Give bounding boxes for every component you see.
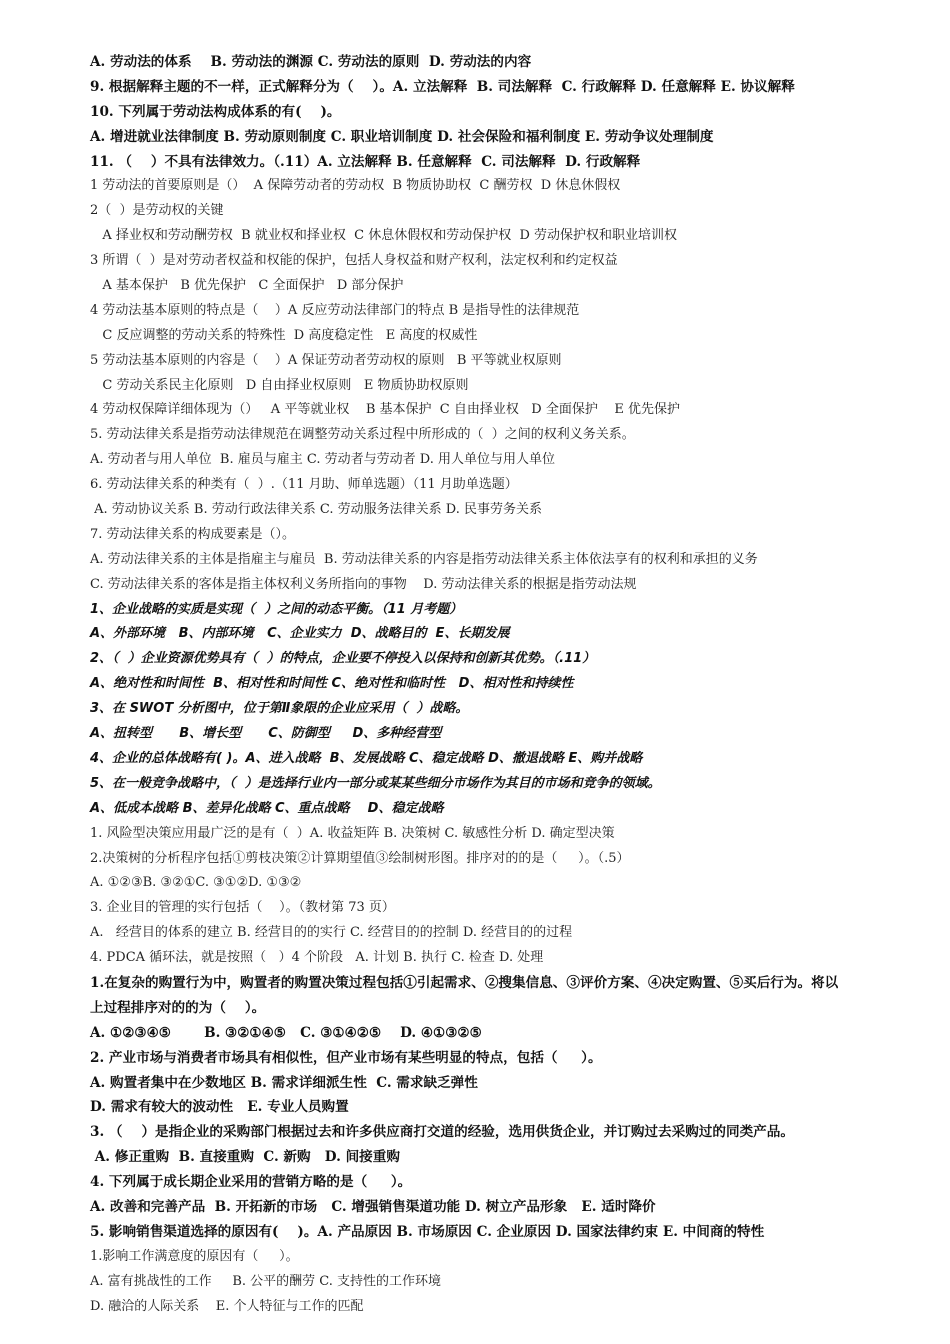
text-line: A. ①②③B. ③②①C. ③①②D. ①③② [90,875,302,891]
text-line: A 择业权和劳动酬劳权 B 就业权和择业权 C 休息休假权和劳动保护权 D 劳动保护权和职业培训权 [90,228,678,244]
text-line: 上过程排序对的的为（ ）。 [90,999,266,1016]
text-line: 5. 劳动法律关系是指劳动法律规范在调整劳动关系过程中所形成的（ ）之间的权利义务关系。 [90,427,635,443]
text-line: A 基本保护 B 优先保护 C 全面保护 D 部分保护 [90,278,404,294]
text-line: 4. PDCA 循环法，就是按照（ ）4 个阶段 A. 计划 B. 执行 C. 检查 D. 处理 [90,950,544,966]
text-line: A. 经营目的体系的建立 B. 经营目的的实行 C. 经营目的的控制 D. 经营目的的过程 [90,925,573,941]
text-line: 2、（ ）企业资源优势具有（ ）的特点，企业要不停投入以保持和创新其优势。（.11） [90,651,596,667]
text-line: 9. 根据解释主题的不一样，正式解释分为（ ）。A. 立法解释 B. 司法解释 C. 行政解释 D. 任意解释 E. 协议解释 [90,78,795,95]
text-line: 5. 影响销售渠道选择的原因有( )。A. 产品原因 B. 市场原因 C. 企业原因 D. 国家法律约束 E. 中间商的特性 [90,1223,765,1240]
text-line: A、外部环境 B、内部环境 C、企业实力 D、战略目的 E、长期发展 [90,626,510,642]
text-line: 4 劳动权保障详细体现为（） A 平等就业权 B 基本保护 C 自由择业权 D 全面保护 E 优先保护 [90,402,680,418]
text-line: 2. 产业市场与消费者市场具有相似性，但产业市场有某些明显的特点，包括（ ）。 [90,1049,602,1066]
text-line: 7. 劳动法律关系的构成要素是（）。 [90,526,296,542]
text-line: 1 劳动法的首要原则是（） A 保障劳动者的劳动权 B 物质协助权 C 酬劳权 D 休息休假权 [90,178,621,194]
text-line: 11. （ ）不具有法律效力。（.11）A. 立法解释 B. 任意解释 C. 司法解释 D. 行政解释 [90,153,641,170]
text-line: A. 改善和完善产品 B. 开拓新的市场 C. 增强销售渠道功能 D. 树立产品形象 E. 适时降价 [90,1198,656,1215]
text-line: A、绝对性和时间性 B、相对性和时间性 C、绝对性和临时性 D、相对性和持续性 [90,676,574,692]
text-line: 2.决策树的分析程序包括①剪枝决策②计算期望值③绘制树形图。排序对的的是（ ）。（.5） [90,850,630,866]
text-line: 2（ ）是劳动权的关键 [90,203,224,219]
text-line: 4. 下列属于成长期企业采用的营销方略的是（ ）。 [90,1174,412,1191]
text-line: A. 劳动法律关系的主体是指雇主与雇员 B. 劳动法律关系的内容是指劳动法律关系主体依法享有的权利和承担的义务 [90,551,758,567]
text-line: A. 劳动法的体系 B. 劳动法的渊源 C. 劳动法的原则 D. 劳动法的内容 [90,54,532,70]
text-line: A. 富有挑战性的工作 B. 公平的酬劳 C. 支持性的工作环境 [90,1273,442,1289]
text-line: A. 劳动协议关系 B. 劳动行政法律关系 C. 劳动服务法律关系 D. 民事劳务关系 [90,502,542,518]
text-line: C. 劳动法律关系的客体是指主体权利义务所指向的事物 D. 劳动法律关系的根据是指劳动法规 [90,576,637,592]
text-line: 1.影响工作满意度的原因有（ ）。 [90,1248,299,1264]
text-line: C 反应调整的劳动关系的特殊性 D 高度稳定性 E 高度的权威性 [90,327,478,343]
text-line: C 劳动关系民主化原则 D 自由择业权原则 E 物质协助权原则 [90,377,469,393]
text-line: A. 修正重购 B. 直接重购 C. 新购 D. 间接重购 [90,1149,400,1166]
text-line: A. 购置者集中在少数地区 B. 需求详细派生性 C. 需求缺乏弹性 [90,1074,478,1091]
text-line: D. 需求有较大的波动性 E. 专业人员购置 [90,1099,349,1116]
text-line: 3. 企业目的管理的实行包括（ ）。（教材第 73 页） [90,900,395,916]
text-line: 10. 下列属于劳动法构成体系的有( )。 [90,103,341,120]
text-line: A、扭转型 B、增长型 C、防御型 D、多种经营型 [90,726,442,742]
text-line: 5 劳动法基本原则的内容是（ ）A 保证劳动者劳动权的原则 B 平等就业权原则 [90,352,562,368]
text-line: 4、企业的总体战略有( )。A、进入战略 B、发展战略 C、稳定战略 D、撤退战略 E、购并战略 [90,750,643,766]
text-line: 1.在复杂的购置行为中，购置者的购置决策过程包括①引起需求、②搜集信息、③评价方案、④决定购置、⑤买后行为。将以 [90,974,839,991]
text-line: A、低成本战略 B、差异化战略 C、重点战略 D、稳定战略 [90,800,444,816]
text-line: A. 增进就业法律制度 B. 劳动原则制度 C. 职业培训制度 D. 社会保险和福利制度 E. 劳动争议处理制度 [90,128,714,145]
text-line: A. ①②③④⑤ B. ③②①④⑤ C. ③①④②⑤ D. ④①③②⑤ [90,1024,482,1041]
text-line: 3. （ ）是指企业的采购部门根据过去和许多供应商打交道的经验，选用供货企业，并订购过去采购过的同类产品。 [90,1124,794,1141]
text-line: 3、在 SWOT 分析图中，位于第Ⅱ象限的企业应采用（ ）战略。 [90,701,469,717]
text-line: 5、在一般竞争战略中，（ ）是选择行业内一部分或某某些细分市场作为其目的市场和竞争的领域。 [90,775,661,791]
text-line: D. 融洽的人际关系 E. 个人特征与工作的匹配 [90,1298,364,1314]
text-line: 4 劳动法基本原则的特点是（ ）A 反应劳动法律部门的特点 B 是指导性的法律规范 [90,302,580,318]
text-line: 6. 劳动法律关系的种类有（ ）.（11 月助、师单选题）（11 月助单选题） [90,477,518,493]
text-line: 3 所谓（ ）是对劳动者权益和权能的保护，包括人身权益和财产权利，法定权利和约定权益 [90,253,618,269]
text-line: 1、企业战略的实质是实现（ ）之间的动态平衡。（11 月考题） [90,601,463,617]
document-page [90,50,890,1319]
text-line: 1. 风险型决策应用最广泛的是有（ ）A. 收益矩阵 B. 决策树 C. 敏感性分析 D. 确定型决策 [90,825,615,841]
text-line: A. 劳动者与用人单位 B. 雇员与雇主 C. 劳动者与劳动者 D. 用人单位与用人单位 [90,452,555,468]
